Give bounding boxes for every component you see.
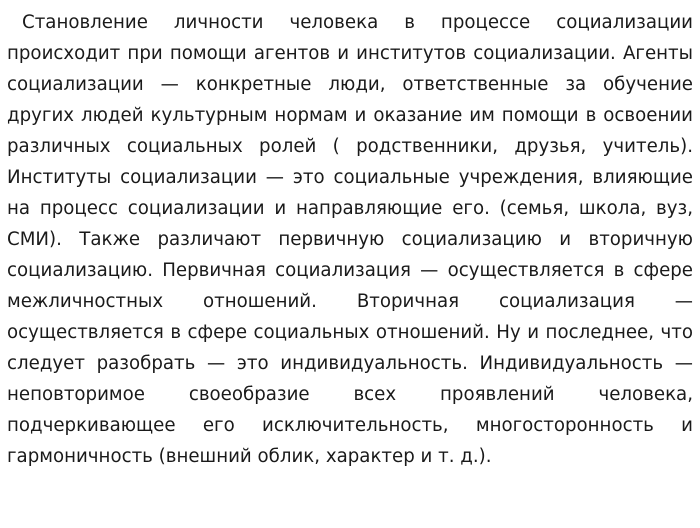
document-page — [7, 7, 693, 521]
body-paragraph: Становление личности человека в процессе социализации происходит при помощи агентов и институтов социализации. Агенты социализации — конкретные люди, ответственные за обучение других людей культурным нормам и оказание им помощи в освоении различных социальных ролей ( родственники, друзья, учитель). Институты социализации — это социальные учреждения, влияющие на процесс социализации и направляющие его. (семья, школа, вуз, СМИ). Также различают первичную социализацию и вторичную социализацию. Первичная социализация — осуществляется в сфере межличностных отношений. Вторичная социализация — осуществляется в сфере социальных отношений. Ну и последнее, что следует разобрать — это индивидуальность. Индивидуальность — неповторимое своеобразие всех проявлений человека, подчеркивающее его исключительность, многосторонность и гармоничность (внешний облик, характер и т. д.). — [7, 12, 693, 467]
